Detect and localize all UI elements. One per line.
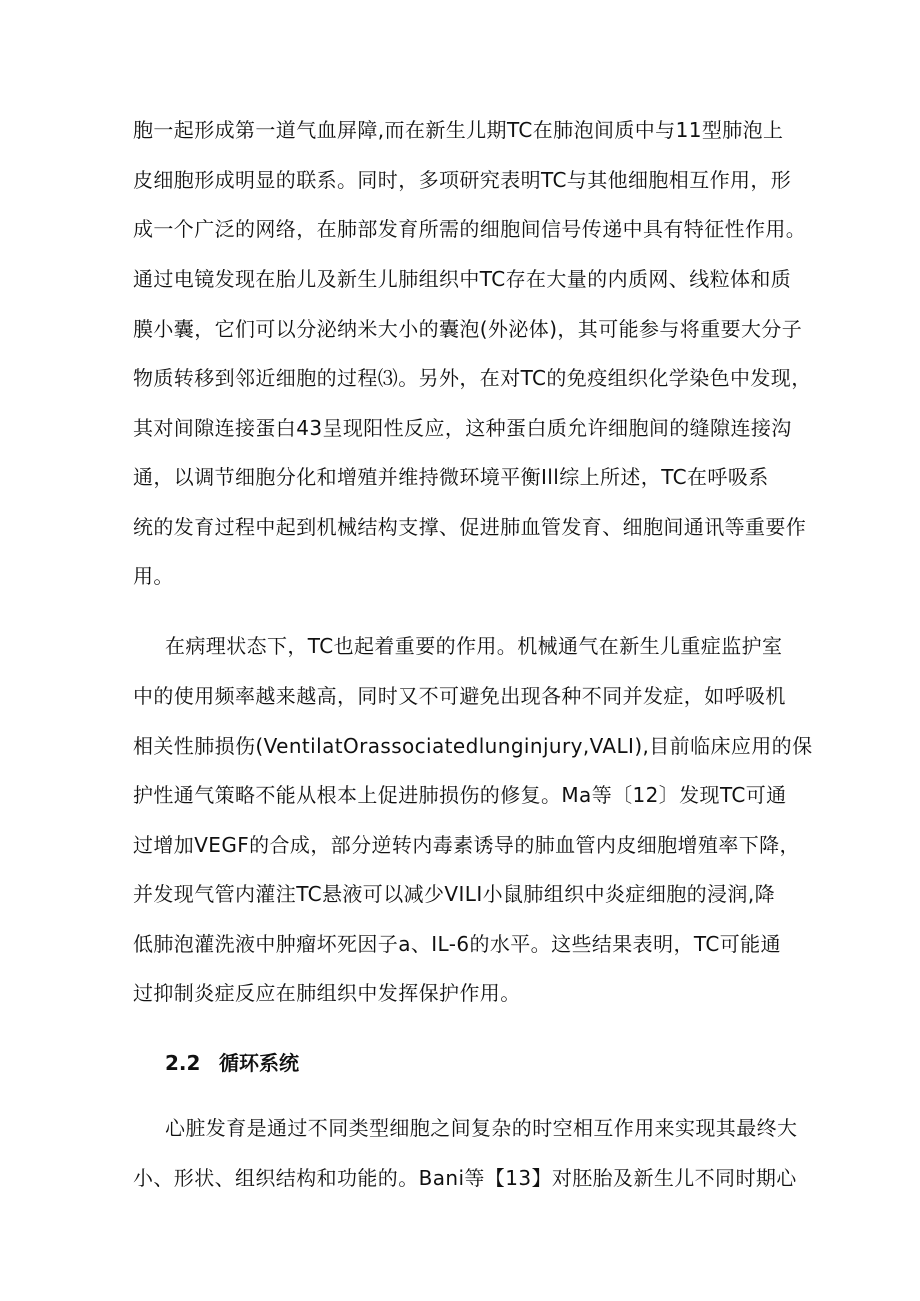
text-line: 在病理状态下，TC也起着重要的作用。机械通气在新生儿重症监护室 bbox=[165, 634, 783, 658]
text-line: 通过电镜发现在胎儿及新生儿肺组织中TC存在大量的内质网、线粒体和质 bbox=[133, 267, 792, 291]
text-line: 通，以调节细胞分化和增殖并维持微环境平衡Ill综上所述，TC在呼吸系 bbox=[133, 465, 769, 489]
text-line: 心脏发育是通过不同类型细胞之间复杂的时空相互作用来实现其最终大 bbox=[165, 1116, 798, 1140]
text-line: 低肺泡灌洗液中肿瘤坏死因子a、IL-6的水平。这些结果表明，TC可能通 bbox=[133, 932, 781, 956]
text-line: 统的发育过程中起到机械结构支撑、促进肺血管发育、细胞间通讯等重要作 bbox=[133, 515, 807, 539]
text-line: 物质转移到邻近细胞的过程⑶。另外，在对TC的免疫组织化学染色中发现， bbox=[133, 366, 812, 390]
text-line: 过抑制炎症反应在肺组织中发挥保护作用。 bbox=[133, 981, 521, 1005]
text-line: 中的使用频率越来越高，同时又不可避免出现各种不同并发症，如呼吸机 bbox=[133, 684, 786, 708]
text-line: 皮细胞形成明显的联系。同时，多项研究表明TC与其他细胞相互作用，形 bbox=[133, 168, 792, 192]
text-line: 膜小囊，它们可以分泌纳米大小的囊泡(外泌体)，其可能参与将重要大分子 bbox=[133, 317, 803, 341]
section-heading bbox=[165, 1051, 299, 1075]
text-line: 小、形状、组织结构和功能的。Bani等【13】对胚胎及新生儿不同时期心 bbox=[133, 1166, 797, 1190]
text-line: 相关性肺损伤(VentilatOrassociatedlunginjury,VALI),目前临床应用的保 bbox=[133, 734, 813, 758]
text-line: 其对间隙连接蛋白43呈现阳性反应，这种蛋白质允许细胞间的缝隙连接沟 bbox=[133, 416, 792, 440]
text-line: 并发现气管内灌注TC悬液可以减少VILI小鼠肺组织中炎症细胞的浸润,降 bbox=[133, 882, 775, 906]
text-line: 护性通气策略不能从根本上促进肺损伤的修复。Ma等〔12〕发现TC可通 bbox=[133, 783, 787, 807]
section-title: 循环系统 bbox=[219, 1051, 299, 1075]
section-number: 2.2 bbox=[165, 1051, 201, 1075]
text-line: 过增加VEGF的合成，部分逆转内毒素诱导的肺血管内皮细胞增殖率下降， bbox=[133, 833, 800, 857]
text-line: 胞一起形成第一道气血屏障,而在新生儿期TC在肺泡间质中与11型肺泡上 bbox=[133, 118, 784, 142]
text-line: 用。 bbox=[133, 564, 174, 588]
text-line: 成一个广泛的网络，在肺部发育所需的细胞间信号传递中具有特征性作用。 bbox=[133, 217, 807, 241]
